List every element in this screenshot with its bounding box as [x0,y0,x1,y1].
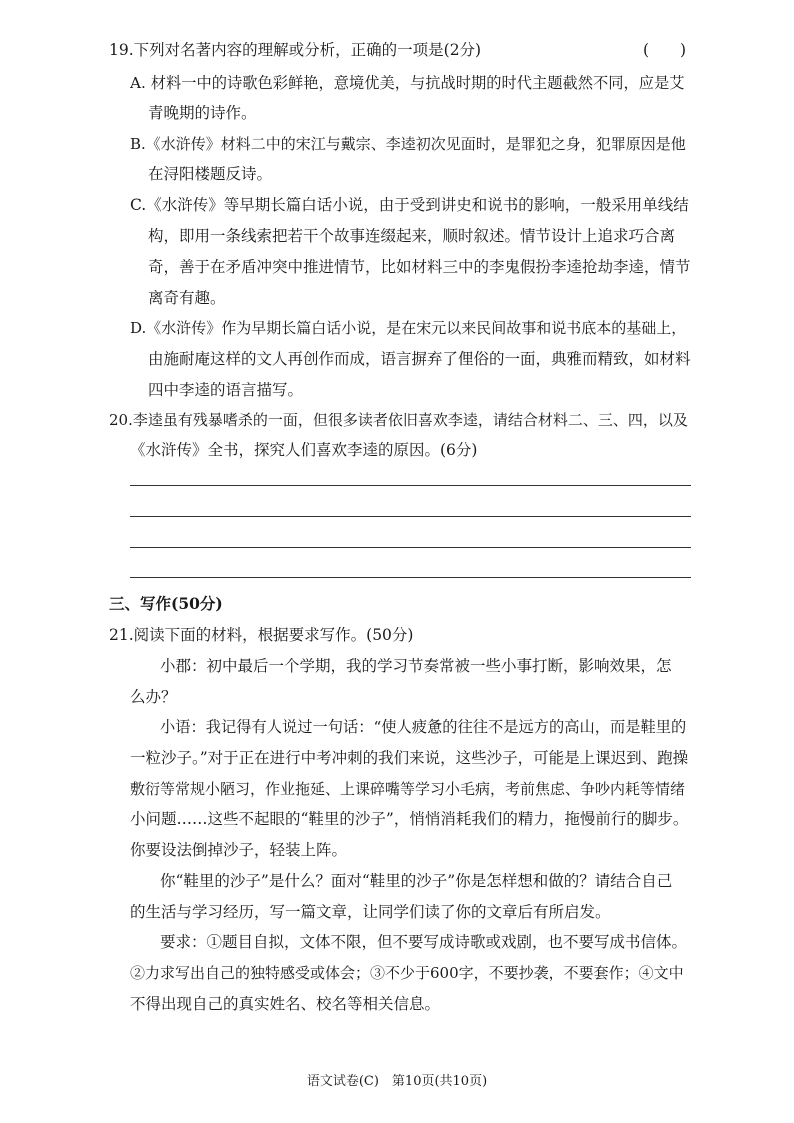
answer-line[interactable] [130,485,691,486]
q19-option-c-line2: 构，即用一条线索把若干个故事连缀起来，顺时叙述。情节设计上追求巧合离 [148,227,676,245]
q21-requirements-line2: ②力求写出自己的独特感受或体会；③不少于600字，不要抄袭，不要套作；④文中 [130,964,684,982]
q19-option-a-line2: 青晚期的诗作。 [148,104,257,122]
q20-stem-line2: 《水浒传》全书，探究人们喜欢李逵的原因。(6分) [130,441,478,459]
q21-requirements-line3: 不得出现自己的真实姓名、校名等相关信息。 [130,995,441,1013]
q19-answer-bracket: ( ) [643,41,687,59]
q21-material-2-line1: 小语：我记得有人说过一句话：“使人疲惫的往往不是远方的高山，而是鞋里的 [160,718,687,736]
q21-prompt-line2: 的生活与学习经历，写一篇文章，让同学们读了你的文章后有所启发。 [130,903,611,921]
q21-requirements-line1: 要求：①题目自拟，文体不限，但不要写成诗歌或戏剧，也不要写成书信体。 [160,933,688,951]
q21-stem: 21.阅读下面的材料，根据要求写作。(50分) [109,626,414,644]
answer-line[interactable] [130,577,691,578]
q21-material-1-line1: 小郡：初中最后一个学期，我的学习节奏常被一些小事打断，影响效果，怎 [160,657,672,675]
section-title: 三、写作(50分) [109,594,223,613]
q19-option-b-line2: 在浔阳楼题反诗。 [148,165,273,183]
q21-material-2-line5: 你要设法倒掉沙子，轻装上阵。 [130,841,348,859]
answer-line[interactable] [130,516,691,517]
q19-option-a-line1: A. 材料一中的诗歌色彩鲜艳，意境优美，与抗战时期的时代主题截然不同，应是艾 [130,74,685,92]
q21-material-2-line3: 敷衍等常规小陋习，作业拖延、上课碎嘴等学习小毛病，考前焦虑、争吵内耗等情绪 [130,780,686,798]
q19-stem: 19.下列对名著内容的理解或分析，正确的一项是(2分) [109,41,482,59]
q19-option-c-line3: 奇，善于在矛盾冲突中推进情节，比如材料三中的李鬼假扮李逵抢劫李逵，情节 [148,258,691,276]
q20-stem-line1: 20.李逵虽有残暴嗜杀的一面，但很多读者依旧喜欢李逵，请结合材料二、三、四，以及 [109,411,688,429]
q21-prompt-line1: 你“鞋里的沙子”是什么？面对“鞋里的沙子”你是怎样想和做的？请结合自己 [160,872,673,890]
q19-option-d-line1: D.《水浒传》作为早期长篇白话小说，是在宋元以来民间故事和说书底本的基础上， [130,319,687,337]
q21-material-2-line4: 小问题……这些不起眼的“鞋里的沙子”，悄悄消耗我们的精力，拖慢前行的脚步。 [130,810,689,828]
q19-option-d-line2: 由施耐庵这样的文人再创作而成，语言摒弃了俚俗的一面，典雅而精致，如材料 [148,350,691,368]
q21-material-2-line2: 一粒沙子。”对于正在进行中考冲刺的我们来说，这些沙子，可能是上课迟到、跑操 [130,749,689,767]
q19-option-b-line1: B.《水浒传》材料二中的宋江与戴宗、李逵初次见面时，是罪犯之身，犯罪原因是他 [130,135,686,153]
q19-option-c-line1: C.《水浒传》等早期长篇白话小说，由于受到讲史和说书的影响，一般采用单线结 [130,196,689,214]
q19-option-d-line3: 四中李逵的语言描写。 [148,381,304,399]
answer-line[interactable] [130,547,691,548]
page-footer: 语文试卷(C) 第10页(共10页) [306,1074,488,1089]
q21-material-1-line2: 么办？ [130,688,177,706]
q19-option-c-line4: 离奇有趣。 [148,289,226,307]
